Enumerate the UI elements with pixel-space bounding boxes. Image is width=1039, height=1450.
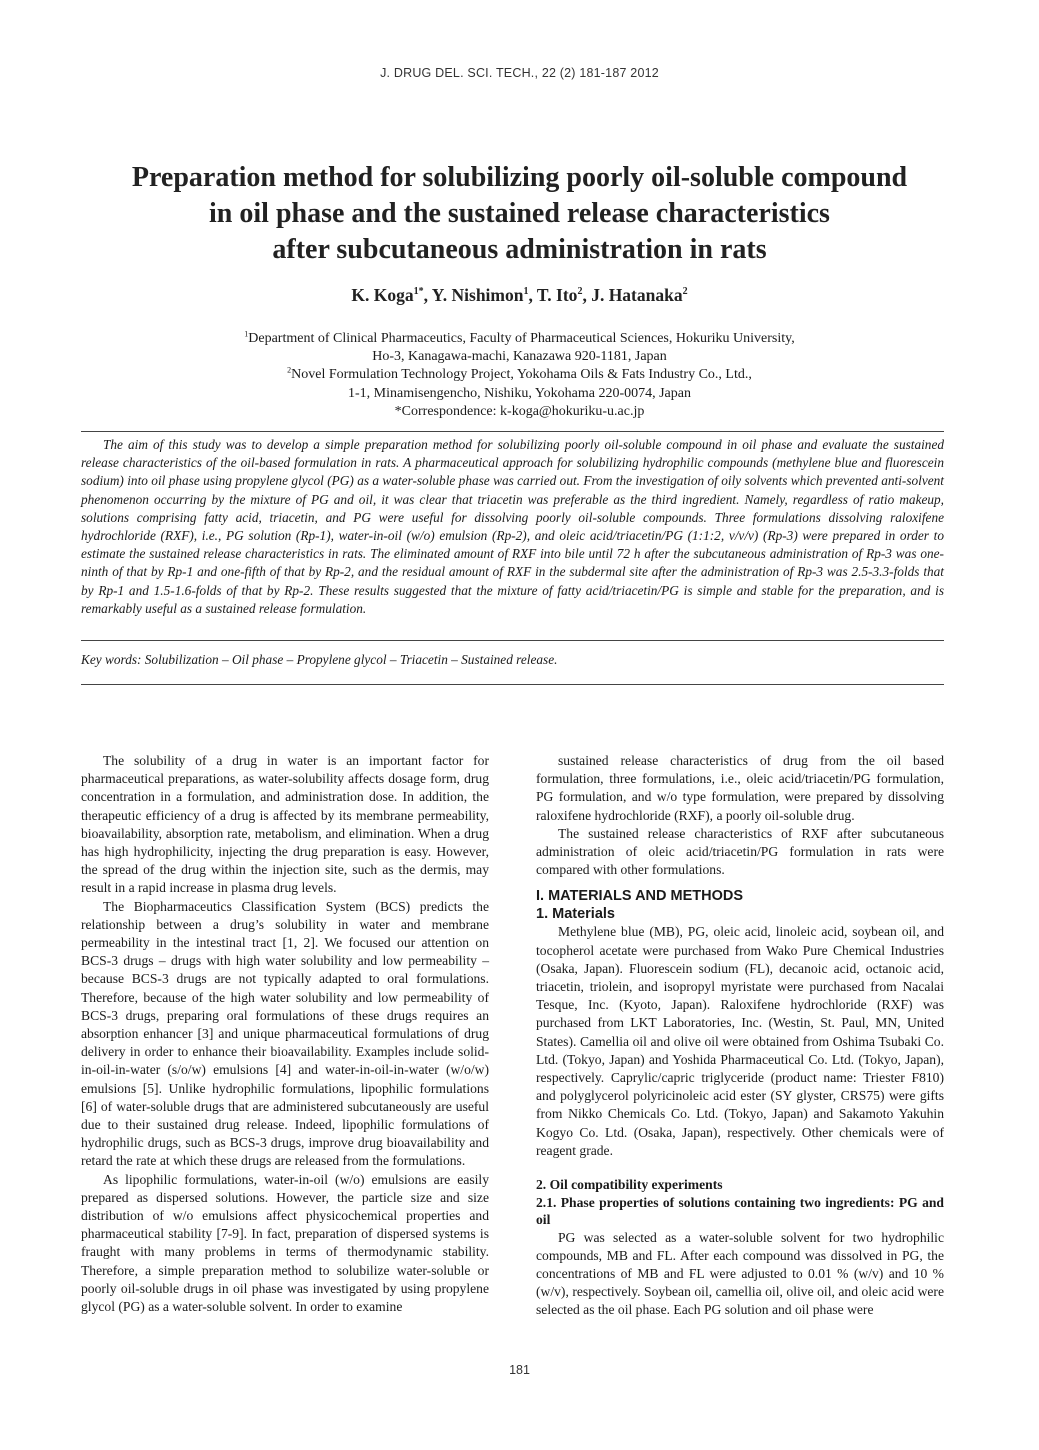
paragraph: The solubility of a drug in water is an important factor for pharmaceutical preparations, as water-solubility affects dosage form, drug concentration in a formulation, and administration dose. In addition, the therapeutic efficiency of a drug is affected by its membrane permeability, bioavailability, absorption rate, metabolism, and elimination. When a drug has high hydrophilicity, injecting the drug preparation is easy. However, the spread of the drug within the injection site, such as the dermis, may result in a rapid increase in plasma drug levels. (81, 753, 489, 896)
author-separator: , (582, 285, 592, 305)
paragraph: The sustained release characteristics of RXF after subcutaneous administration of oleic acid/triacetin/PG formulation in rats were compared with other formulations. (536, 825, 944, 878)
body-column-left (81, 752, 489, 1316)
paragraph: PG was selected as a water-soluble solvent for two hydrophilic compounds, MB and FL. After each compound was dissolved in PG, the concentrations of MB and FL were adjusted to 0.01 % (w/v) and 10 % (w/v), respectively. Soybean oil, camellia oil, olive oil, and oleic acid were selected as the oil phase. Each PG solution and oil phase were (536, 1229, 944, 1318)
paper-title (60, 160, 979, 268)
journal-reference: J. DRUG DEL. SCI. TECH., 22 (2) 181-187 2012 (380, 66, 659, 80)
paragraph: As lipophilic formulations, water-in-oil (w/o) emulsions are easily prepared as dispersed solutions. However, the particle size and size distribution of w/o emulsions affect physicochemical properties and pharmaceutical stability [7-9]. In fact, preparation of dispersed systems is fraught with many problems in terms of thermodynamic stability. Therefore, a simple preparation method to solubilize water-soluble or poorly oil-soluble drugs in oil phase was investigated by using propylene glycol (PG) as a water-soluble solvent. In order to examine (81, 1171, 489, 1315)
affiliation-mark: 2 (287, 365, 292, 375)
affiliation-text: Novel Formulation Technology Project, Yokohama Oils & Fats Industry Co., Ltd., (291, 367, 752, 383)
subsubsection-heading: 2.1. Phase properties of solutions containing two ingredients: PG and oil (536, 1194, 944, 1228)
author-separator: , (528, 285, 537, 305)
paragraph: sustained release characteristics of drug from the oil based formulation, three formulations, i.e., oleic acid/triacetin/PG formulation, PG formulation, and w/o type formulation, were prepared by dissolving raloxifene hydrochloride (RXF), a poorly oil-soluble drug. (536, 753, 944, 823)
title-line-3: after subcutaneous administration in rats (272, 234, 767, 265)
section-heading: I. MATERIALS AND METHODS (536, 888, 744, 905)
body-column-right (536, 752, 944, 1320)
affiliation-mark: 1 (244, 329, 249, 339)
author: J. Hatanaka (591, 285, 683, 305)
paragraph: Methylene blue (MB), PG, oleic acid, linoleic acid, soybean oil, and tocopherol acetate were purchased from Wako Pure Chemical Industries (Osaka, Japan). Fluorescein sodium (FL), decanoic acid, octanoic acid, triacetin, triolein, and isopropyl myristate were purchased from Nacalai Tesque, Inc. (Kyoto, Japan). Raloxifene hydrochloride (RXF) was purchased from LKT Laboratories, Inc. (Westin, St. Paul, MN, United States). Camellia oil and olive oil were obtained from Oshima Tsubaki Co. Ltd. (Tokyo, Japan) and Yoshida Pharmaceutical Co. Ltd. (Tokyo, Japan), respectively. Caprylic/capric triglyceride (product name: Triester F810) and polyglycerol polyricinoleic acid ester (SY glyster, CRS75) were gifts from Nikko Chemicals Co. Ltd. (Tokyo, Japan) and Sakamoto Yakuhin Kogyo Co. Ltd. (Osaka, Japan), respectively. Other chemicals were of reagent grade. (536, 924, 944, 1158)
affiliation-1-line-1 (0, 330, 1039, 348)
author: T. Ito (536, 285, 578, 305)
affiliation-2-line-1 (0, 366, 1039, 384)
affiliation-2-line-2: 1-1, Minamisengencho, Nishiku, Yokohama 220-0074, Japan (348, 385, 691, 401)
author-mark: 2 (682, 286, 688, 298)
keywords-bottom-rule (81, 684, 944, 685)
abstract-top-rule (81, 431, 944, 432)
affiliation-1-line-2: Ho-3, Kanagawa-machi, Kanazawa 920-1181, Japan (372, 349, 667, 365)
author-list (0, 285, 1039, 306)
title-line-2: in oil phase and the sustained release characteristics (209, 198, 830, 229)
subsection-heading: 2. Oil compatibility experiments (536, 1177, 723, 1193)
author-mark: 1 (523, 286, 529, 298)
correspondence: *Correspondence: k-koga@hokuriku-u.ac.jp (394, 403, 645, 419)
keywords: Key words: Solubilization – Oil phase – Propylene glycol – Triacetin – Sustained release. (81, 652, 558, 667)
abstract: The aim of this study was to develop a simple preparation method for solubilizing poorly oil-soluble compound in oil phase and evaluate the sustained release characteristics of the oil-based formulation in rats. A pharmaceutical approach for solubilizing hydrophilic compounds (methylene blue and fluorescein sodium) into oil phase using propylene glycol (PG) as a water-soluble phase was carried out. From the investigation of oily solvents which prevented anti-solvent phenomenon occurring by the mixture of PG and oil, it was clear that triacetin was preferable as the third ingredient. Namely, regardless of ratio makeup, solutions comprising fatty acid, triacetin, and PG were useful for dissolving poorly oil-soluble compounds. Three formulations dissolving raloxifene hydrochloride (RXF), i.e., PG solution (Rp-1), water-in-oil (w/o) emulsion (Rp-2), and oleic acid/triacetin/PG (1:1:2, v/v/v) (Rp-3) were prepared in order to estimate the sustained release characteristics in rats. The eliminated amount of RXF into bile until 72 h after the subcutaneous administration of Rp-3 was one-ninth of that by Rp-1 and one-fifth of that by Rp-2, and the residual amount of RXF in the subdermal site after the administration of Rp-3 was 2.5-3.3-folds that by Rp-1 and 1.5-1.6-folds of that by Rp-2. These results suggested that the mixture of fatty acid/triacetin/PG is simple and stable for the preparation, and is remarkably useful as a sustained release formulation. (81, 437, 944, 616)
abstract-bottom-rule (81, 640, 944, 641)
subsection-heading: 1. Materials (536, 906, 615, 923)
author-separator: , (423, 285, 432, 305)
title-line-1: Preparation method for solubilizing poorly oil-soluble compound (131, 162, 908, 193)
author: Y. Nishimon (431, 285, 524, 305)
page-number: 181 (509, 1363, 530, 1377)
author: K. Koga (351, 285, 414, 305)
author-mark: 2 (577, 286, 583, 298)
affiliations (0, 330, 1039, 421)
affiliation-text: Department of Clinical Pharmaceutics, Faculty of Pharmaceutical Sciences, Hokuriku University, (248, 331, 795, 346)
paragraph: The Biopharmaceutics Classification System (BCS) predicts the relationship between a drug’s solubility in water and membrane permeability in the intestinal tract [1, 2]. We focused our attention on BCS-3 drugs – drugs with high water solubility and low permeability – because BCS-3 drugs are not typically adapted to oral formulations. Therefore, because of the high water solubility and low permeability of BCS-3 drugs, preparing oral formulations of these drugs requires an absorption enhancer [3] and unique pharmaceutical formulations of drug delivery in order to enhance their bioavailability. Examples include solid-in-oil-in-water (s/o/w) emulsions [4] and water-in-oil-in-water (w/o/w) emulsions [5]. Unlike hydrophilic formulations, lipophilic formulations [6] of water-soluble drugs that are administered subcutaneously are useful due to their sustained drug release. Indeed, lipophilic formulations of hydrophilic drugs, such as BCS-3 drugs, improve drug bioavailability and retard the rate at which these drugs are released from the formulations. (81, 898, 489, 1169)
author-mark: 1* (413, 286, 424, 298)
